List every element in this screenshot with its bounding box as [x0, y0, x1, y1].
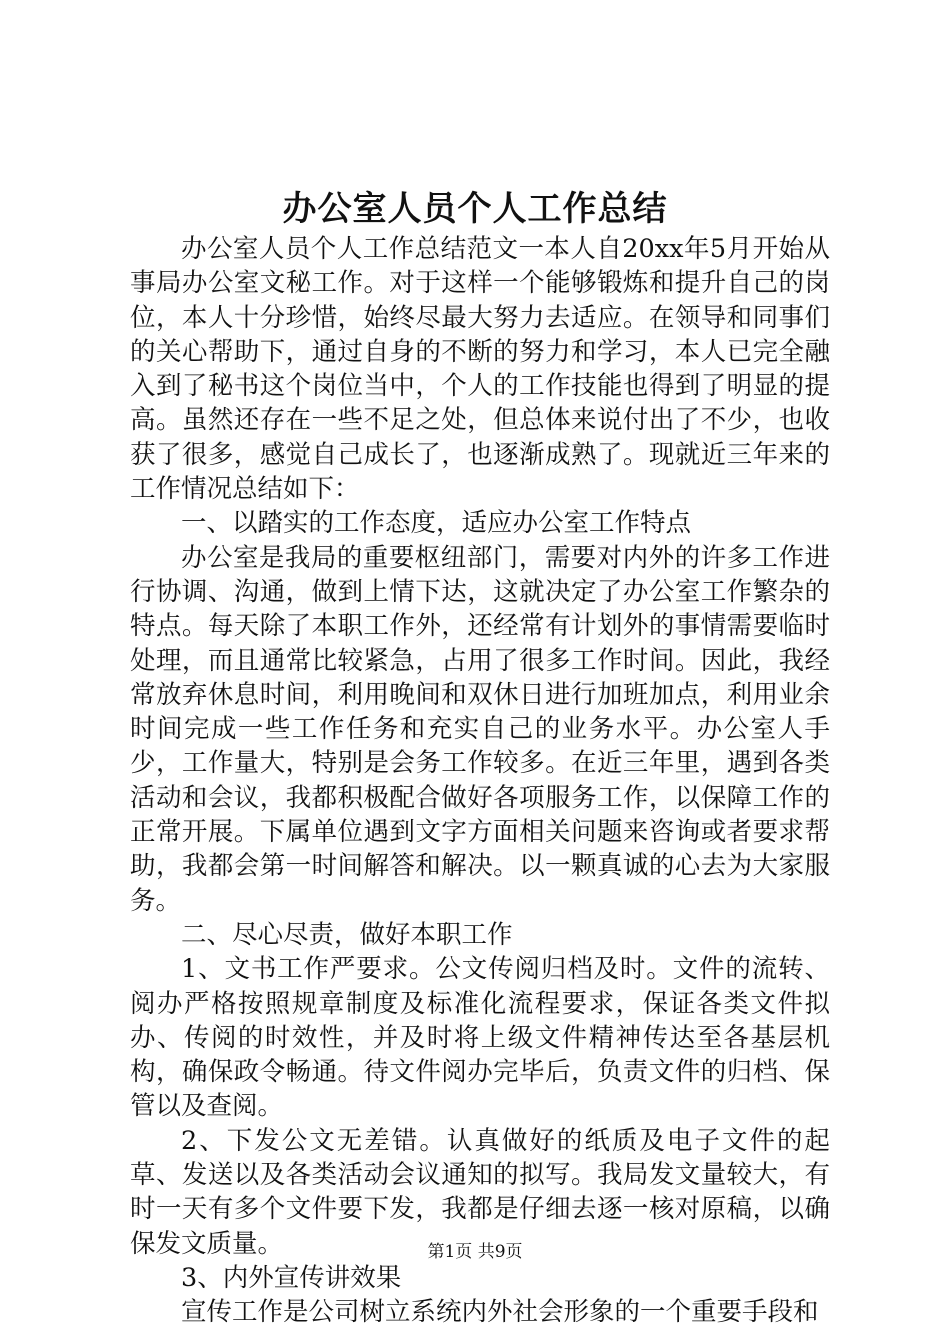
paragraph-section-1: 办公室是我局的重要枢纽部门，需要对内外的许多工作进行协调、沟通，做到上情下达，这就决定了办公室工作繁杂的特点。每天除了本职工作外，还经常有计划外的事情需要临时处理，而且通常比较紧急，占用了很多工作时间。因此，我经常放弃休息时间，利用晚间和双休日进行加班加点，利用业余时间完成一些工作任务和充实自己的业务水平。办公室人手少，工作量大，特别是会务工作较多。在近三年里，遇到各类活动和会议，我都积极配合做好各项服务工作，以保障工作的正常开展。下属单位遇到文字方面相关问题来咨询或者要求帮助，我都会第一时间解答和解决。以一颗真诚的心去为大家服务。 — [130, 542, 830, 916]
paragraph-item-1: 1、文书工作严要求。公文传阅归档及时。文件的流转、阅办严格按照规章制度及标准化流程要求，保证各类文件拟办、传阅的时效性，并及时将上级文件精神传达至各基层机构，确保政令畅通。待文件阅办完毕后，负责文件的归档、保管以及查阅。 — [130, 954, 830, 1122]
section-heading-2: 二、尽心尽责，做好本职工作 — [181, 919, 513, 950]
document-body — [130, 232, 830, 1330]
paragraph-item-3: 宣传工作是公司树立系统内外社会形象的一个重要手段和 — [181, 1297, 819, 1328]
subheading-item-3: 3、内外宣传讲效果 — [181, 1262, 402, 1293]
page-footer: 第1页 共9页 — [427, 1242, 523, 1262]
paragraph-item-2: 2、下发公文无差错。认真做好的纸质及电子文件的起草、发送以及各类活动会议通知的拟写。我局发文量较大，有时一天有多个文件要下发，我都是仔细去逐一核对原稿，以确保发文质量。 — [130, 1125, 830, 1259]
section-heading-1: 一、以踏实的工作态度，适应办公室工作特点 — [181, 508, 692, 539]
document-title: 办公室人员个人工作总结 — [282, 189, 668, 229]
paragraph-intro: 办公室人员个人工作总结范文一本人自20xx年5月开始从事局办公室文秘工作。对于这样一个能够锻炼和提升自己的岗位，本人十分珍惜，始终尽最大努力去适应。在领导和同事们的关心帮助下，通过自身的不断的努力和学习，本人已完全融入到了秘书这个岗位当中，个人的工作技能也得到了明显的提高。虽然还存在一些不足之处，但总体来说付出了不少，也收获了很多，感觉自己成长了，也逐渐成熟了。现就近三年来的工作情况总结如下： — [130, 234, 830, 505]
